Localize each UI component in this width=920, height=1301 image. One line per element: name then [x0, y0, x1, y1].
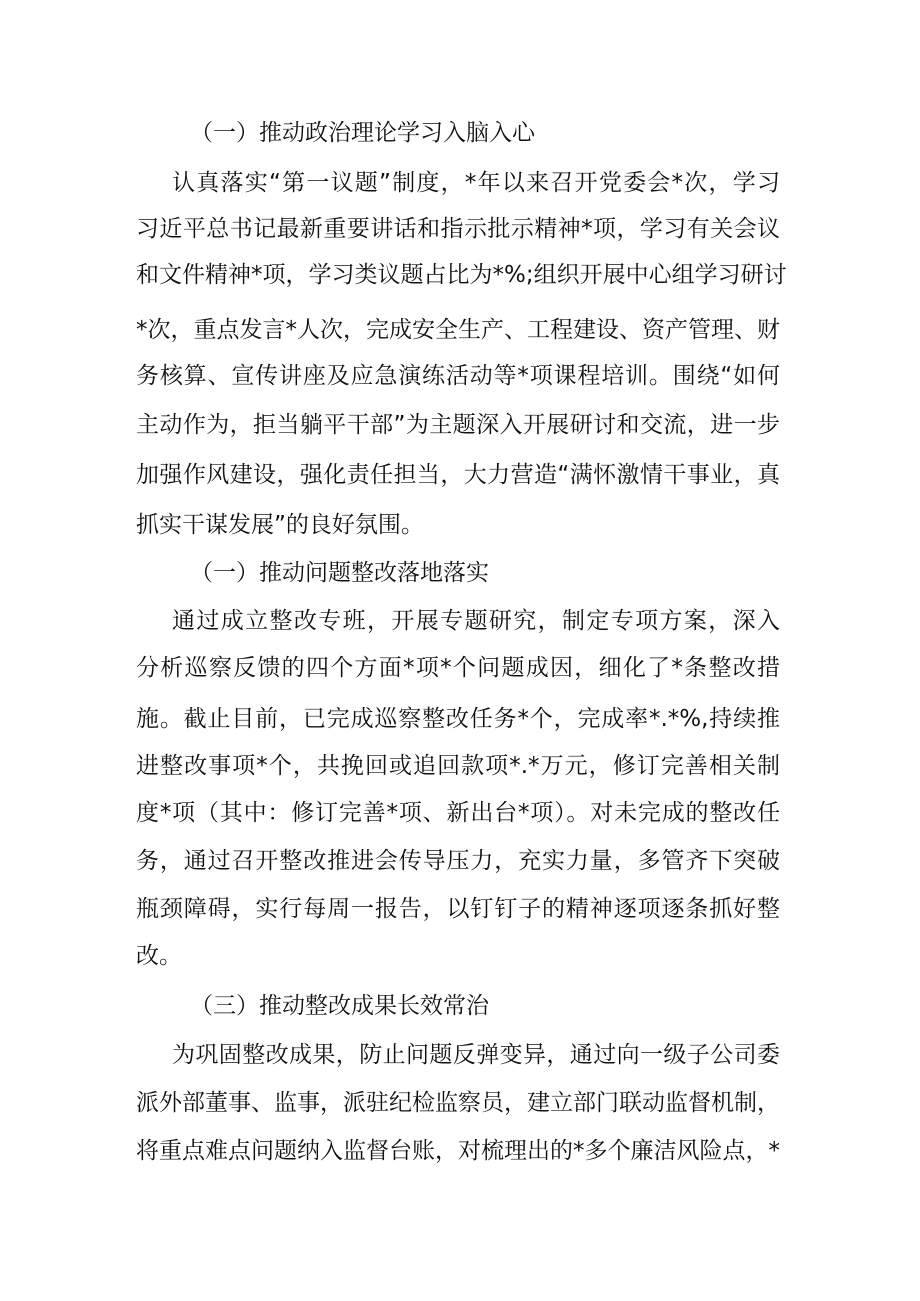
paragraph-line: 度*项（其中：修订完善*项、新出台*项）。对未完成的整改任: [136, 800, 780, 826]
paragraph-line: 加强作风建设，强化责任担当，大力营造“满怀激情干事业，真: [136, 462, 780, 488]
section-heading: （一）推动问题整改落地落实: [190, 560, 489, 586]
paragraph-line: 务核算、宣传讲座及应急演练活动等*项课程培训。围绕“如何: [136, 363, 780, 389]
paragraph-line: 将重点难点问题纳入监督台账，对梳理出的*多个廉洁风险点，*: [136, 1138, 780, 1164]
paragraph-line: 和文件精神*项，学习类议题占比为*%;组织开展中心组学习研讨: [136, 262, 787, 288]
paragraph-line: 主动作为，拒当躺平干部”为主题深入开展研讨和交流，进一步: [136, 412, 780, 438]
paragraph-line: 务，通过召开整改推进会传导压力，充实力量，多管齐下突破: [136, 848, 780, 874]
paragraph-line: 进整改事项*个，共挽回或追回款项*.*万元，修订完善相关制: [136, 753, 780, 779]
paragraph-line: 施。截止目前，已完成巡察整改任务*个，完成率*.*%,持续推: [136, 706, 780, 732]
paragraph-line: 为巩固整改成果，防止问题反弹变异，通过向一级子公司委: [172, 1042, 780, 1068]
paragraph-line: 抓实干谋发展”的良好氛围。: [136, 512, 424, 538]
section-heading: （三）推动整改成果长效常治: [190, 993, 489, 1019]
paragraph-line: 分析巡察反馈的四个方面*项*个问题成因，细化了*条整改措: [136, 655, 780, 681]
paragraph-line: 认真落实“第一议题”制度，*年以来召开党委会*次，学习: [172, 170, 780, 196]
section-heading: （一）推动政治理论学习入脑入心: [190, 120, 535, 146]
paragraph-line: 通过成立整改专班，开展专题研究，制定专项方案，深入: [172, 608, 780, 634]
paragraph-line: 瓶颈障碍，实行每周一报告，以钉钉子的精神逐项逐条抓好整: [136, 896, 780, 922]
paragraph-line: 改。: [136, 943, 182, 969]
paragraph-line: 派外部董事、监事，派驻纪检监察员，建立部门联动监督机制，: [136, 1090, 780, 1116]
paragraph-line: 习近平总书记最新重要讲话和指示批示精神*项，学习有关会议: [136, 216, 780, 242]
paragraph-line: *次，重点发言*人次，完成安全生产、工程建设、资产管理、财: [136, 317, 780, 343]
